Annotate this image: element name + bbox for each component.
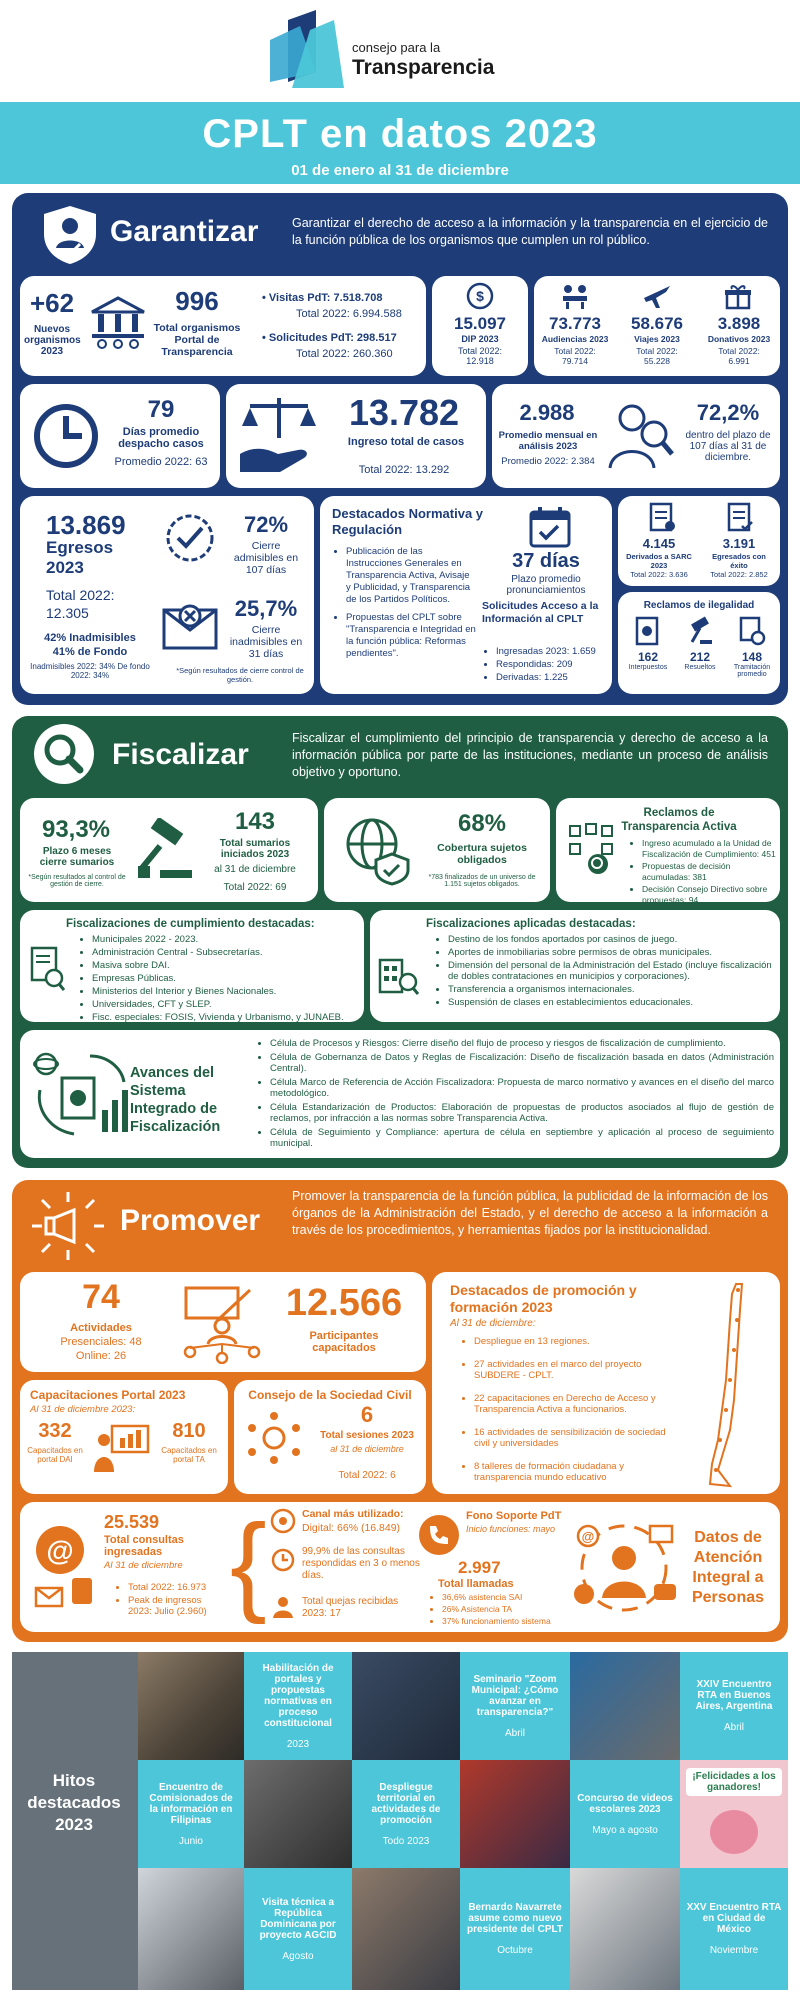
participantes-label: Participantes capacitados xyxy=(309,1330,379,1354)
title-banner xyxy=(0,102,800,184)
mensual-value: 2.988 xyxy=(519,400,575,425)
ilegalidad-a-value: 162 xyxy=(637,650,659,664)
hito-poster xyxy=(680,1760,788,1868)
normativa-list xyxy=(334,546,476,662)
hito-date: Octubre xyxy=(497,1945,533,1956)
building-search-icon xyxy=(376,950,420,996)
egresos-fondo: 41% de Fondo xyxy=(52,646,128,658)
sistema-item: • Célula de Gobernanza de Datos y Reglas de Fiscalización: Diseño de fiscalización basada en datos (Administración Central). xyxy=(270,1052,774,1075)
ilegalidad-c-value: 148 xyxy=(741,650,763,664)
inadmisibles-note: *Según resultados de cierre control de gestión. xyxy=(176,666,304,684)
aplicadas-list xyxy=(436,934,772,1010)
consejo-sub: al 31 de diciembre xyxy=(330,1444,404,1454)
cobertura-card xyxy=(324,798,550,902)
normativa-title: Destacados Normativa y Regulación xyxy=(332,506,484,537)
audiencias-value: 73.773 xyxy=(549,314,601,333)
garantizar-desc: Garantizar el derecho de acceso a la información y la transparencia en el ejercicio de la función pública de los organismos que cumplen un rol público. xyxy=(292,216,768,247)
portal-dai-label: Capacitados en portal DAI xyxy=(27,1446,83,1464)
fono-item: • 26% Asistencia TA xyxy=(442,1604,560,1614)
cumplimiento-card xyxy=(20,910,364,1022)
cierre-label: Plazo 6 meses cierre sumarios xyxy=(39,846,115,868)
logo-mark-icon xyxy=(270,10,352,90)
cumplimiento-item: • Fisc. especiales: FOSIS, Vivienda y Urbanismo, y JUNAEB. xyxy=(92,1012,360,1023)
process-icon xyxy=(738,616,766,646)
reclamos-ta-title: Reclamos de Transparencia Activa xyxy=(621,807,737,833)
megaphone-icon xyxy=(30,1190,106,1262)
svg-text:$: $ xyxy=(476,288,484,304)
hito-tile xyxy=(680,1868,788,1990)
consejo-card xyxy=(234,1380,426,1494)
normativa-item: • Propuestas del CPLT sobre "Transparencia e Integridad en la función pública: Reformas pendientes". xyxy=(346,612,476,660)
consultas-item: • Total 2022: 16.973 xyxy=(128,1582,226,1593)
organismos-card xyxy=(20,276,426,376)
hito-date: Abril xyxy=(723,1722,744,1733)
page-title: CPLT en datos 2023 xyxy=(202,112,598,156)
hito-title: Habilitación de portales y propuestas normativas en proceso constitucional xyxy=(262,1662,334,1729)
shield-person-icon xyxy=(40,204,100,266)
visitas-label: • Visitas PdT: 7.518.708 xyxy=(262,292,383,304)
cobertura-value: 68% xyxy=(457,810,507,837)
fono-sub: Inicio funciones: mayo xyxy=(466,1524,556,1534)
network-search-icon xyxy=(566,822,616,878)
cobertura-note: *783 finalizados de un universo de 1.151 sujetos obligados. xyxy=(428,874,536,888)
dias-prev: Promedio 2022: 63 xyxy=(114,456,208,468)
normativa-dias-value: 37 días xyxy=(512,550,580,572)
coin-icon xyxy=(466,282,494,310)
visitas-prev: Total 2022: 6.994.588 xyxy=(296,308,402,320)
egresos-value: 13.869 xyxy=(46,510,126,540)
egresos-prev: Total 2022: 12.305 xyxy=(46,587,115,621)
sarc-prev: Total 2022: 3.636 xyxy=(630,570,688,579)
promocion-item: • 22 capacitaciones en Derecho de Acceso y Transparencia Activa a funcionarios. xyxy=(474,1393,670,1415)
normativa-card xyxy=(320,496,612,694)
hito-title: Despliegue territorial en actividades de promoción xyxy=(371,1781,441,1826)
check-badge-icon xyxy=(162,510,218,566)
hito-date: Junio xyxy=(179,1835,203,1847)
sumarios-sub: al 31 de diciembre xyxy=(214,864,296,875)
aplicadas-item: • Suspensión de clases en establecimientos educacionales. xyxy=(448,997,772,1008)
dias-label: Días promedio despacho casos xyxy=(118,426,204,450)
sol-item: • Ingresadas 2023: 1.659 xyxy=(496,646,610,657)
sistema-item: • Célula de Procesos y Riesgos: Cierre diseño del flujo de proceso y riesgos de fiscalización de cumplimiento. xyxy=(270,1038,774,1050)
viajes-label: Viajes 2023 xyxy=(634,334,680,344)
fono-item: • 36,6% asistencia SAI xyxy=(442,1592,560,1602)
hito-title: XXIV Encuentro RTA en Buenos Aires, Argentina xyxy=(695,1679,773,1712)
gift-icon xyxy=(724,282,752,310)
solicitudes-prev: Total 2022: 260.360 xyxy=(296,348,393,360)
logo-bottom-text: Transparencia xyxy=(352,56,495,79)
atencion-card xyxy=(20,1502,780,1632)
hito-title: Bernardo Navarrete asume como nuevo presidente del CPLT xyxy=(467,1902,563,1935)
integrated-system-icon xyxy=(30,1050,130,1140)
ingreso-label: Ingreso total de casos xyxy=(347,436,465,448)
plazo-value: 72,2% xyxy=(696,400,760,425)
brace-glyph: { xyxy=(230,1502,267,1625)
hito-date: Mayo a agosto xyxy=(592,1824,658,1836)
consejo-title: Consejo de la Sociedad Civil xyxy=(248,1388,412,1402)
egresados-label: Egresados con éxito xyxy=(712,552,766,570)
fiscalizar-desc: Fiscalizar el cumplimiento del principio de transparencia y derecho de acceso a la información pública por parte de las instituciones, mediante un proceso de análisis objetivo y oportuno. xyxy=(292,731,768,779)
hito-tile xyxy=(460,1868,570,1990)
clock-icon xyxy=(32,402,100,470)
reclamos-ta-item: • Propuestas de decisión acumuladas: 381 xyxy=(642,861,776,882)
chile-map-icon xyxy=(690,1280,770,1490)
cumplimiento-item: • Universidades, CFT y SLEP. xyxy=(92,999,360,1010)
capacitaciones-portal-title: Capacitaciones Portal 2023 xyxy=(30,1388,186,1402)
consultas-label: Total consultas ingresadas xyxy=(104,1534,184,1558)
hito-photo xyxy=(570,1868,680,1990)
viajes-value: 58.676 xyxy=(631,314,683,333)
hito-tile xyxy=(138,1760,244,1868)
dip-card xyxy=(432,276,528,376)
cumplimiento-list xyxy=(80,934,360,1025)
page-subtitle: 01 de enero al 31 de diciembre xyxy=(291,162,509,179)
portal-ta-label: Capacitados en portal TA xyxy=(161,1446,217,1464)
hito-date: Noviembre xyxy=(709,1945,759,1956)
promocion-card xyxy=(432,1272,780,1494)
hito-photo xyxy=(138,1652,244,1760)
hito-date: Agosto xyxy=(282,1950,314,1962)
aplicadas-item: • Destino de los fondos aportados por casinos de juego. xyxy=(448,934,772,945)
egresos-card xyxy=(20,496,314,694)
sumarios-value: 143 xyxy=(234,808,276,835)
mensual-prev: Promedio 2022: 2.384 xyxy=(501,456,595,467)
capacitaciones-portal-card xyxy=(20,1380,228,1494)
hito-date: Abril xyxy=(504,1727,525,1739)
canal-resp: 99,9% de las consultas respondidas en 3 o menos días. xyxy=(302,1546,420,1581)
hito-tile xyxy=(460,1652,570,1760)
atencion-title: Datos de Atención Integral a Personas xyxy=(691,1529,765,1606)
cumplimiento-title: Fiscalizaciones de cumplimiento destacadas: xyxy=(66,918,315,930)
egresos-inadmisibles: 42% Inadmisibles xyxy=(44,632,136,644)
egresados-value: 3.191 xyxy=(722,536,756,551)
inadmisibles-value: 25,7% xyxy=(234,596,298,621)
hito-title: Visita técnica a República Dominicana por proyecto AGCID xyxy=(259,1896,337,1941)
complaint-person-icon xyxy=(270,1594,296,1620)
sarc-value: 4.145 xyxy=(642,536,676,551)
dias-value: 79 xyxy=(147,396,175,423)
audiencias-prev: Total 2022: 79.714 xyxy=(554,346,596,366)
ilegalidad-c-label: Tramitación promedio xyxy=(733,664,771,678)
consejo-value: 6 xyxy=(360,1402,374,1427)
ingreso-card xyxy=(226,384,486,488)
ingreso-value: 13.782 xyxy=(348,392,460,433)
gavel-icon xyxy=(686,616,714,646)
promover-title: Promover xyxy=(120,1204,261,1237)
hito-tile xyxy=(244,1652,352,1760)
promocion-item: • Despliegue en 13 regiones. xyxy=(474,1336,670,1347)
promocion-sub: Al 31 de diciembre: xyxy=(450,1318,536,1329)
cobertura-label: Cobertura sujetos obligados xyxy=(437,842,527,866)
hito-photo xyxy=(352,1652,460,1760)
egresados-prev: Total 2022: 2.852 xyxy=(710,570,768,579)
egresos-note: Inadmisibles 2022: 34% De fondo 2022: 34% xyxy=(30,662,150,680)
meeting-icon xyxy=(560,282,590,310)
airplane-icon xyxy=(642,282,672,310)
hito-tile xyxy=(570,1760,680,1868)
magnifier-icon xyxy=(32,722,96,786)
actividades-online: Online: 26 xyxy=(75,1350,127,1362)
hito-photo xyxy=(138,1868,244,1990)
normativa-dias-label: Plazo promedio pronunciamientos xyxy=(506,574,586,596)
mensual-label: Promedio mensual en análisis 2023 xyxy=(498,430,598,452)
consejo-prev: Total 2022: 6 xyxy=(338,1470,396,1481)
egresos-label: Egresos 2023 xyxy=(46,538,114,577)
sumarios-label: Total sumarios iniciados 2023 xyxy=(219,838,291,860)
institution-icon xyxy=(86,294,150,356)
canal-quejas: Total quejas recibidas 2023: 17 xyxy=(302,1596,399,1619)
garantizar-title: Garantizar xyxy=(110,215,259,248)
participantes-value: 12.566 xyxy=(285,1282,403,1324)
consultas-sub: Al 31 de diciembre xyxy=(104,1560,183,1571)
sarc-card xyxy=(618,496,780,586)
ilegalidad-a-label: Interpuestos xyxy=(628,664,668,671)
poster-text: ¡Felicidades a los ganadores! xyxy=(686,1768,782,1796)
plazo-label: dentro del plazo de 107 días al 31 de diciembre. xyxy=(685,430,771,463)
audiencias-label: Audiencias 2023 xyxy=(541,334,609,344)
promocion-item: • 16 actividades de sensibilización de sociedad civil y universidades xyxy=(474,1427,670,1449)
teacher-board-icon xyxy=(92,1422,152,1476)
capacitaciones-portal-sub: Al 31 de diciembre 2023: xyxy=(30,1404,136,1415)
fono-item: • 37% funcionamiento sistema xyxy=(442,1616,560,1626)
cierre-note: *Según resultados al control de gestión de cierre. xyxy=(28,874,126,888)
despacho-card xyxy=(20,384,220,488)
consultas-item: • Peak de ingresos 2023: Julio (2.960) xyxy=(128,1595,226,1617)
inadmisibles-label: Cierre inadmisibles en 31 días xyxy=(229,624,303,660)
actividades-presenciales: Presenciales: 48 xyxy=(60,1336,142,1348)
analisis-card xyxy=(492,384,780,488)
aplicadas-item: • Dimensión del personal de la Administración del Estado (incluye fiscalización de dobles contrataciones en municipios y corporaciones). xyxy=(448,960,772,982)
cumplimiento-item: • Masiva sobre DAI. xyxy=(92,960,360,971)
fono-list xyxy=(430,1592,560,1628)
sistema-list xyxy=(258,1038,774,1152)
cumplimiento-item: • Ministerios del Interior y Bienes Nacionales. xyxy=(92,986,360,997)
canal-title: Canal más utilizado: xyxy=(302,1508,404,1520)
hito-photo xyxy=(244,1760,352,1868)
sistema-item: • Célula de Seguimiento y Compliance: apertura de célula en septiembre y aplicación al proceso de seguimiento municipal. xyxy=(270,1127,774,1150)
cumplimiento-item: • Administración Central - Subsecretarías. xyxy=(92,947,360,958)
donativos-label: Donativos 2023 xyxy=(707,334,771,344)
reclamos-ta-card xyxy=(556,798,780,905)
hito-photo xyxy=(570,1652,680,1760)
phone-icon xyxy=(418,1514,460,1556)
hitos-title: Hitos destacados 2023 xyxy=(27,1771,121,1834)
sol-item: • Derivadas: 1.225 xyxy=(496,672,610,683)
ingreso-prev: Total 2022: 13.292 xyxy=(358,464,450,476)
logo xyxy=(270,10,530,92)
cierre-value: 93,3% xyxy=(41,816,111,843)
digital-channel-icon xyxy=(270,1508,296,1534)
analyst-magnifier-icon xyxy=(604,396,676,476)
aplicadas-card xyxy=(370,910,780,1022)
dip-label: DIP 2023 xyxy=(461,334,499,344)
viajes-prev: Total 2022: 55.228 xyxy=(636,346,678,366)
cumplimiento-item: • Municipales 2022 - 2023. xyxy=(92,934,360,945)
promocion-item: • 8 talleres de formación ciudadana y transparencia mundo educativo xyxy=(474,1461,670,1483)
consultas-list xyxy=(116,1582,226,1619)
lobby-card xyxy=(534,276,780,376)
cumplimiento-item: • Empresas Públicas. xyxy=(92,973,360,984)
donativos-prev: Total 2022: 6.991 xyxy=(718,346,760,366)
hito-photo xyxy=(352,1868,460,1990)
svg-text:@: @ xyxy=(46,1535,74,1566)
ilegalidad-b-label: Resueltos xyxy=(684,664,716,671)
nuevos-value: +62 xyxy=(29,288,75,318)
dip-prev: Total 2022: 12.918 xyxy=(457,346,503,366)
consultas-value: 25.539 xyxy=(104,1512,160,1532)
aplicadas-item: • Aportes de inmobiliarias sobre permisos de obras municipales. xyxy=(448,947,772,958)
actividades-card xyxy=(20,1272,426,1372)
sarc-label: Derivados a SARC 2023 xyxy=(626,552,692,570)
dip-value: 15.097 xyxy=(454,314,506,333)
reclamos-ta-list xyxy=(630,838,776,907)
ilegalidad-b-value: 212 xyxy=(689,650,711,664)
portal-value: 996 xyxy=(175,286,219,316)
poster-circle xyxy=(710,1810,758,1854)
trainer-network-icon xyxy=(180,1282,264,1364)
complaint-icon xyxy=(634,616,662,646)
actividades-label: Actividades xyxy=(70,1322,132,1334)
fono-value: 2.997 xyxy=(458,1558,501,1577)
promocion-title: Destacados de promoción y formación 2023 xyxy=(450,1282,637,1315)
reclamos-ta-item: • Ingreso acumulado a la Unidad de Fiscalización de Cumplimiento: 451 xyxy=(642,838,776,859)
aplicadas-title: Fiscalizaciones aplicadas destacadas: xyxy=(426,918,636,930)
canal-value: Digital: 66% (16.849) xyxy=(302,1522,401,1534)
timer-icon xyxy=(270,1546,296,1572)
sol-title: Solicitudes Acceso a la Información al CPLT xyxy=(482,600,599,625)
sol-item: • Respondidas: 209 xyxy=(496,659,610,670)
promocion-list xyxy=(462,1336,670,1485)
sistema-item: • Célula Marco de Referencia de Acción Fiscalizadora: Propuesta de marco normativo y avances en el diseño del marco metodológico. xyxy=(270,1077,774,1100)
reclamos-ta-item: • Decisión Consejo Directivo sobre propuestas: 94 xyxy=(642,884,776,905)
hito-date: Todo 2023 xyxy=(382,1835,430,1847)
normativa-item: • Publicación de las Instrucciones Generales en Transparencia Activa, Avisaje y Publicidad, y Transparencia de los Partidos Políticos. xyxy=(346,546,476,606)
ilegalidad-title: Reclamos de ilegalidad xyxy=(643,600,755,611)
admisibles-label: Cierre admisibles en 107 días xyxy=(233,540,299,576)
fono-label: Total llamadas xyxy=(438,1578,514,1590)
actividades-value: 74 xyxy=(82,1278,120,1316)
ilegalidad-card xyxy=(618,592,780,694)
sumarios-card xyxy=(20,798,318,902)
hito-title: Encuentro de Comisionados de la información en Filipinas xyxy=(149,1781,233,1826)
nuevos-label: Nuevos organismos 2023 xyxy=(24,324,81,357)
gavel-large-icon xyxy=(134,818,196,882)
svg-text:@: @ xyxy=(581,1529,595,1544)
promocion-item: • 27 actividades en el marco del proyecto SUBDERE - CPLT. xyxy=(474,1359,670,1381)
sumarios-prev: Total 2022: 69 xyxy=(223,882,287,893)
globe-shield-icon xyxy=(342,814,412,886)
hito-tile xyxy=(352,1760,460,1868)
logo-top-text: consejo para la xyxy=(352,40,441,55)
envelope-x-icon xyxy=(160,600,220,652)
portal-label: Total organismos Portal de Transparencia xyxy=(153,322,241,358)
sol-list xyxy=(484,646,610,685)
fiscalizar-title: Fiscalizar xyxy=(112,738,249,771)
hito-tile xyxy=(680,1652,788,1760)
hito-date: 2023 xyxy=(286,1738,310,1750)
hito-title: Concurso de videos escolares 2023 xyxy=(577,1792,673,1815)
hito-title: XXV Encuentro RTA en Ciudad de México xyxy=(686,1902,782,1935)
hito-title: Seminario "Zoom Municipal: ¿Cómo avanzar en transparencia?" xyxy=(471,1673,559,1718)
audit-document-icon xyxy=(28,944,68,994)
hito-photo xyxy=(460,1760,570,1868)
solicitudes-label: • Solicitudes PdT: 298.517 xyxy=(262,332,397,344)
sistema-item: • Célula Estandarización de Productos: Elaboración de propuestas de productos asociados al flujo de gestión de reclamos, por infracción a las normas sobre Transparencia Activa. xyxy=(270,1102,774,1125)
hito-tile xyxy=(244,1868,352,1990)
sistema-title: Avances del Sistema Integrado de Fiscalización xyxy=(130,1065,221,1135)
scale-hand-icon xyxy=(236,394,322,478)
admisibles-value: 72% xyxy=(243,512,289,537)
document-check-icon xyxy=(726,502,754,532)
donativos-value: 3.898 xyxy=(717,314,761,333)
promover-desc: Promover la transparencia de la función pública, la publicidad de la información de los órganos de la Administración del Estado, y el derecho de acceso a la información a través de los procedimientos, y herramientas fijados por la institucionalidad. xyxy=(292,1189,768,1237)
fono-title: Fono Soporte PdT xyxy=(466,1510,562,1522)
sistema-card xyxy=(20,1030,780,1158)
consejo-label: Total sesiones 2023 xyxy=(320,1430,414,1441)
portal-ta-value: 810 xyxy=(172,1420,206,1442)
aplicadas-item: • Transferencia a organismos internacionales. xyxy=(448,984,772,995)
email-chat-icon xyxy=(32,1522,96,1616)
calendar-check-icon xyxy=(528,506,572,548)
support-agent-icon xyxy=(568,1514,680,1622)
portal-dai-value: 332 xyxy=(38,1420,72,1442)
civil-society-icon xyxy=(242,1410,306,1466)
document-icon xyxy=(648,502,676,532)
